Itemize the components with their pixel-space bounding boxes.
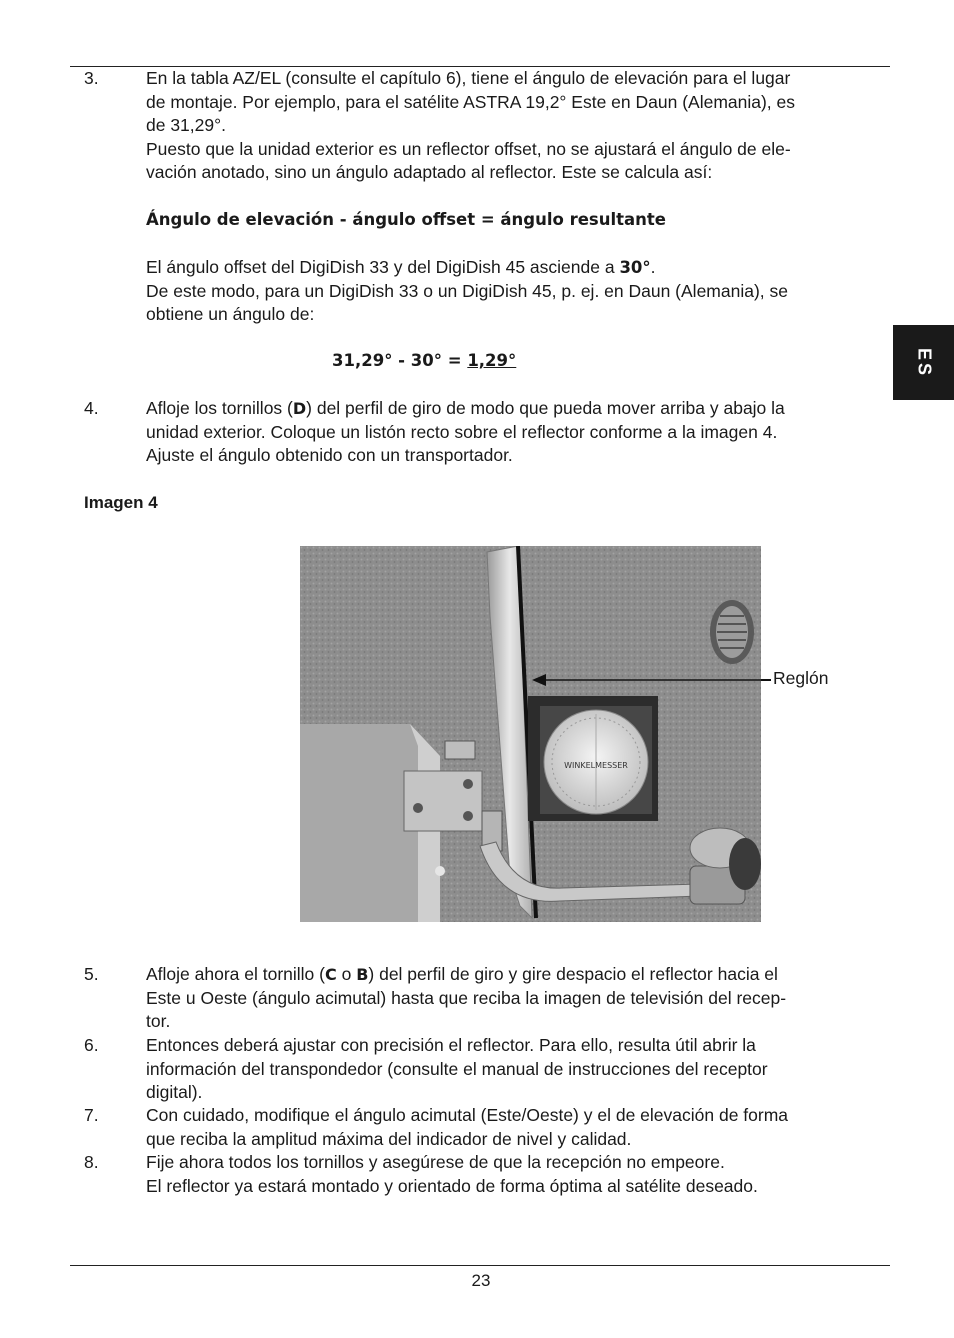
protractor-label: WINKELMESSER <box>564 761 628 770</box>
step-number: 8. <box>84 1152 99 1172</box>
language-tab <box>893 325 954 400</box>
text-line: información del transpondedor (consulte el manual de instrucciones del receptor <box>146 1058 768 1079</box>
protractor <box>528 696 658 821</box>
text-line: unidad exterior. Coloque un listón recto sobre el reflector conforme a la imagen 4. <box>146 421 778 442</box>
callout-line-extension <box>761 679 771 681</box>
step-number: 6. <box>84 1035 99 1055</box>
offset-line <box>146 256 886 280</box>
formula-heading: Ángulo de elevación - ángulo offset = ángulo resultante <box>146 210 666 229</box>
screw-label-c: C <box>324 965 337 984</box>
text-line: Puesto que la unidad exterior es un reflector offset, no se ajustará el ángulo de ele- <box>146 138 791 159</box>
step-4-text <box>146 397 886 468</box>
step-number: 5. <box>84 964 99 984</box>
screw-label-b: B <box>356 965 369 984</box>
callout-label: Reglón <box>773 668 829 688</box>
text-line: de 31,29°. <box>146 115 226 135</box>
text-line <box>146 397 886 421</box>
step-number: 4. <box>84 398 99 418</box>
footer-rule <box>70 1265 890 1266</box>
text-line: Este u Oeste (ángulo acimutal) hasta que reciba la imagen de televisión del recep- <box>146 987 787 1008</box>
text-line <box>146 963 886 987</box>
text-line: que reciba la amplitud máxima del indicador de nivel y calidad. <box>146 1128 632 1149</box>
step-8-text <box>146 1151 886 1198</box>
step-number: 7. <box>84 1105 99 1125</box>
step-7-text <box>146 1104 886 1151</box>
text-line: De este modo, para un DigiDish 33 o un DigiDish 45, p. ej. en Daun (Alemania), se <box>146 280 789 301</box>
offset-paragraph <box>146 256 886 327</box>
step-number: 3. <box>84 68 99 88</box>
text-span: ) del perfil de giro y gire despacio el reflector hacia el <box>368 964 778 984</box>
calculation-result: 1,29° <box>467 351 517 370</box>
page-number: 23 <box>471 1271 491 1290</box>
wall-vent-icon <box>710 600 754 664</box>
text-span: o <box>336 964 357 984</box>
language-tab-label: ES <box>914 347 934 378</box>
text-line: vación anotado, sino un ángulo adaptado al reflector. Este se calcula así: <box>146 162 713 182</box>
text-line: Ajuste el ángulo obtenido con un transportador. <box>146 445 513 465</box>
offset-end: . <box>650 257 656 277</box>
calculation <box>332 351 516 370</box>
step-3-text <box>146 67 886 185</box>
offset-value: 30° <box>619 258 651 277</box>
text-line: Fije ahora todos los tornillos y asegúrese de que la recepción no empeore. <box>146 1152 725 1172</box>
step-6-text <box>146 1034 886 1105</box>
offset-text: El ángulo offset del DigiDish 33 y del DigiDish 45 asciende a <box>146 257 620 277</box>
figure-caption: Imagen 4 <box>84 493 158 512</box>
step-5-text <box>146 963 886 1034</box>
text-line: En la tabla AZ/EL (consulte el capítulo 6), tiene el ángulo de elevación para el lugar <box>146 68 791 88</box>
text-span: ) del perfil de giro de modo que pueda mover arriba y abajo la <box>306 398 785 418</box>
text-line: El reflector ya estará montado y orientado de forma óptima al satélite deseado. <box>146 1175 758 1196</box>
text-span: Afloje ahora el tornillo ( <box>146 964 325 984</box>
text-line: Entonces deberá ajustar con precisión el reflector. Para ello, resulta útil abrir la <box>146 1035 756 1055</box>
screw-label-d: D <box>292 399 307 418</box>
text-line: de montaje. Por ejemplo, para el satélite ASTRA 19,2° Este en Daun (Alemania), es <box>146 91 796 112</box>
text-line: tor. <box>146 1011 171 1031</box>
calculation-left: 31,29° - 30° = <box>332 351 468 370</box>
text-line: digital). <box>146 1082 203 1102</box>
text-line: Con cuidado, modifique el ángulo acimutal (Este/Oeste) y el de elevación de forma <box>146 1105 789 1125</box>
text-span: Afloje los tornillos ( <box>146 398 293 418</box>
text-line: obtiene un ángulo de: <box>146 304 315 324</box>
figure-photo <box>300 546 761 922</box>
